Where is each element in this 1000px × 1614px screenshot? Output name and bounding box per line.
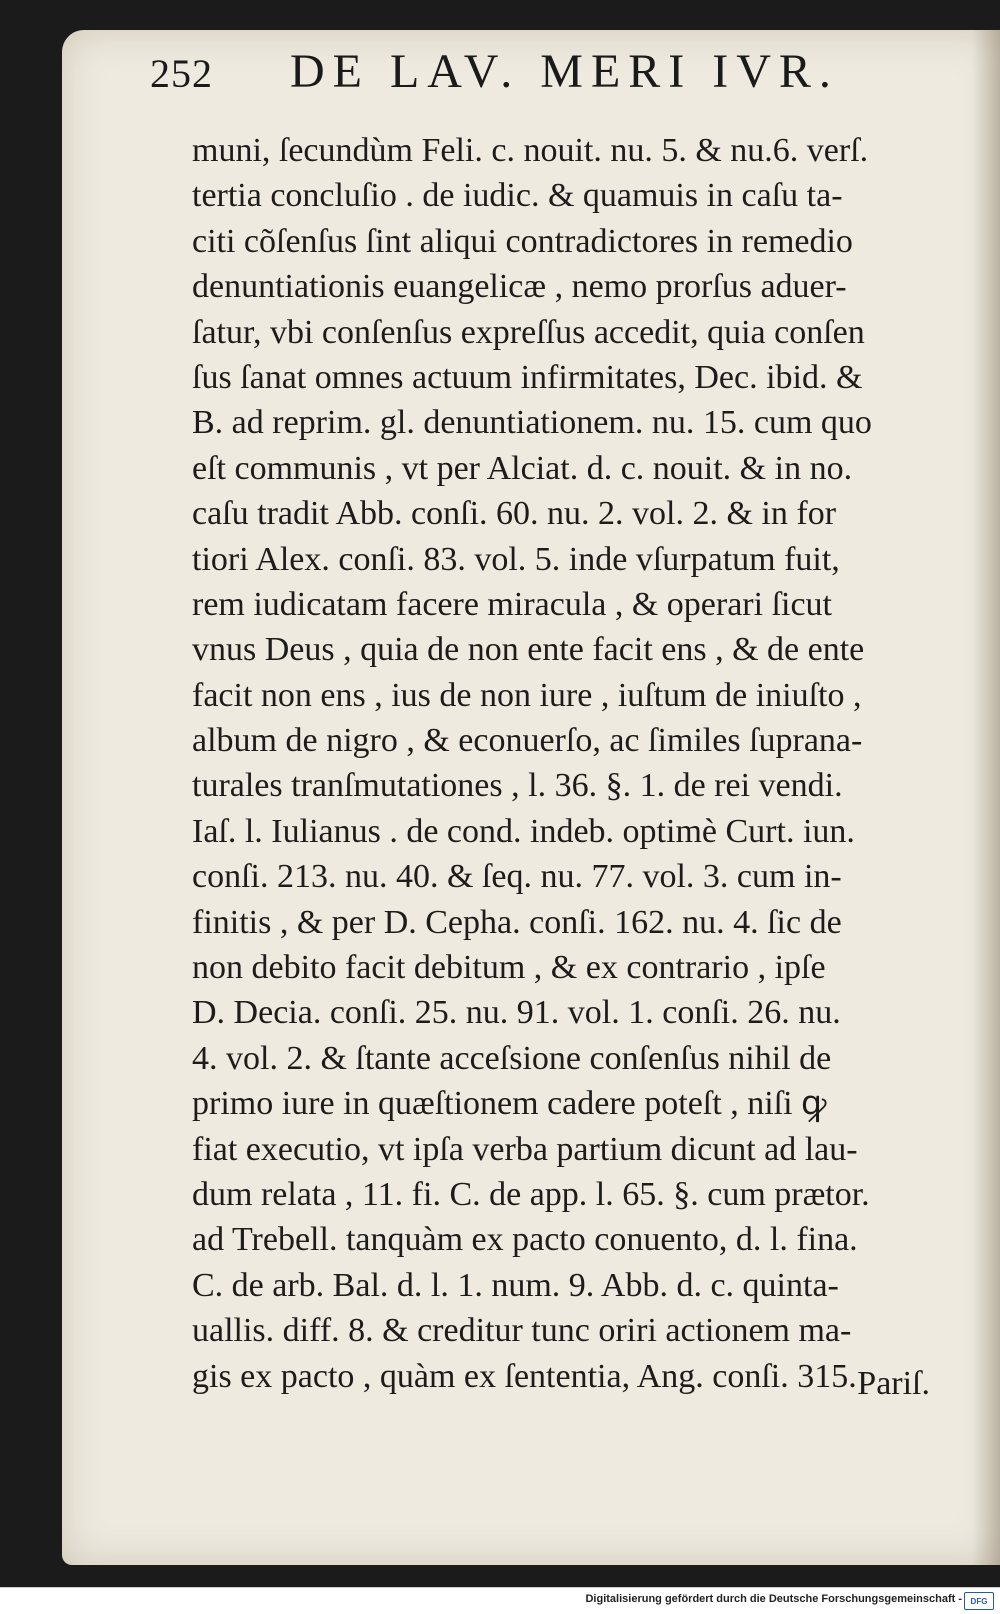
dfg-logo-text: DFG [970,1596,988,1606]
text-line: C. de arb. Bal. d. l. 1. num. 9. Abb. d. c. quinta- [192,1266,839,1304]
text-line: D. Decia. conſi. 25. nu. 91. vol. 1. conſi. 26. nu. [192,994,841,1032]
text-line: gis ex pacto , quàm ex ſententia, Ang. conſi. 315. [192,1357,857,1395]
running-title: DE LAV. MERI IVR. [290,45,839,98]
text-line: conſi. 213. nu. 40. & ſeq. nu. 77. vol. 3. cum in- [192,858,842,896]
text-line: ſus ſanat omnes actuum infirmitates, Dec. ibid. & [192,358,863,396]
text-line: turales tranſmutationes , l. 36. §. 1. de rei vendi. [192,767,843,805]
text-line: citi cõſenſus ſint aliqui contradictores in remedio [192,222,853,260]
catchword: Pariſ. [857,1365,930,1402]
text-line: muni, ſecundùm Feli. c. nouit. nu. 5. & nu.6. verſ. [192,132,869,169]
page-edge-shadow [972,30,1000,1565]
body-text [192,128,960,1399]
text-line: dum relata , 11. fi. C. de app. l. 65. §. cum prætor. [192,1175,870,1213]
text-line: album de nigro , & econuerſo, ac ſimiles ſuprana- [192,722,863,760]
text-line: eſt communis , vt per Alciat. d. c. nouit. & in no. [192,449,853,487]
text-line: B. ad reprim. gl. denuntiationem. nu. 15. cum quo [192,404,872,442]
text-line: vnus Deus , quia de non ente facit ens , & de ente [192,631,865,669]
text-line: tertia concluſio . de iudic. & quamuis in caſu ta- [192,177,843,215]
text-line: caſu tradit Abb. conſi. 60. nu. 2. vol. 2. & in for [192,495,837,533]
text-line: primo iure in quæſtionem cadere poteſt , niſi ꝙ [192,1085,827,1123]
text-line: ad Trebell. tanquàm ex pacto conuento, d. l. fina. [192,1221,858,1259]
text-line: fiat executio, vt ipſa verba partium dicunt ad lau- [192,1130,858,1168]
text-line: Iaſ. l. Iulianus . de cond. indeb. optimè Curt. iun. [192,812,855,850]
text-line: tiori Alex. conſi. 83. vol. 5. inde vſurpatum fuit, [192,540,840,578]
text-line: non debito facit debitum , & ex contrario , ipſe [192,949,826,987]
footer-bar [0,1587,1000,1614]
dfg-logo-icon [964,1592,994,1610]
text-line: 4. vol. 2. & ſtante acceſsione conſenſus nihil de [192,1039,832,1077]
text-line: ſatur, vbi conſenſus expreſſus accedit, quia conſen [192,313,865,351]
page-number: 252 [150,51,213,96]
page-header [150,40,930,110]
text-line: facit non ens , ius de non iure , iuſtum de iniuſto , [192,676,862,714]
funding-credit: Digitalisierung gefördert durch die Deutsche Forschungsgemeinschaft - [585,1593,962,1605]
text-line: uallis. diff. 8. & creditur tunc oriri actionem ma- [192,1312,852,1350]
text-line: rem iudicatam facere miracula , & operari ſicut [192,585,833,623]
text-line: finitis , & per D. Cepha. conſi. 162. nu. 4. ſic de [192,903,842,941]
text-line: denuntiationis euangelicæ , nemo prorſus aduer- [192,268,847,306]
